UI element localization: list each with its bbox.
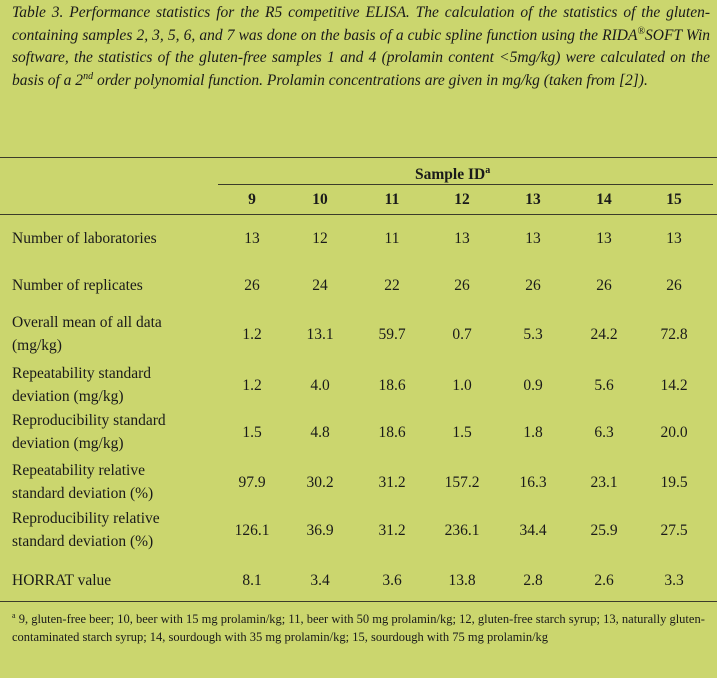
row-label: Number of laboratories <box>12 230 157 247</box>
table-cell: 26 <box>244 277 260 294</box>
table-cell: 1.5 <box>452 424 472 441</box>
table-cell: 26 <box>596 277 612 294</box>
table-caption: Table 3. Performance statistics for the R5 competitive ELISA. The calculation of the statistics of the gluten-containing samples 2, 3, 5, 6, and 7 was done on the basis of a cubic spline function using the RIDA®SOFT Win software, the statistics of the gluten-free samples 1 and 4 (prolamin content <5mg/kg) were calculated on the basis of a 2nd order polynomial function. Prolamin concentrations are given in mg/kg (taken from [2]). <box>12 4 711 89</box>
table-cell: 1.5 <box>242 424 262 441</box>
table-cell: 236.1 <box>444 522 480 539</box>
table-cell: 13 <box>596 230 612 247</box>
table-cell: 24 <box>312 277 328 294</box>
row-label: HORRAT value <box>12 572 112 589</box>
table-cell: 157.2 <box>444 474 480 491</box>
table-footnote: $^a$ 9, gluten-free beer; 10, beer with 15 mg prolamin/kg; 11, beer with 50 mg prolamin/kg; 12, gluten-free starch syrup; 13, naturally gluten-contaminated starch syrup; 14, sourdough with 35 mg prolamin/kg; 15, sourdough with 75 mg prolamin/kg <box>12 611 705 644</box>
table-cell: 2.6 <box>594 572 614 589</box>
table-cell: 18.6 <box>378 424 406 441</box>
table-cell: 5.6 <box>594 377 614 394</box>
column-header-12: 12 <box>454 191 470 208</box>
table-cell: 13 <box>525 230 541 247</box>
table-cell: 14.2 <box>660 377 688 394</box>
table-cell: 0.9 <box>523 377 543 394</box>
table-cell: 31.2 <box>378 522 406 539</box>
row-label: Reproducibility relative <box>12 510 160 527</box>
table-cell: 13.8 <box>448 572 476 589</box>
column-header-15: 15 <box>666 191 682 208</box>
table-cell: 16.3 <box>519 474 547 491</box>
row-label: Reproducibility standard <box>12 412 166 429</box>
column-header-14: 14 <box>596 191 612 208</box>
row-label-continued: standard deviation (%) <box>12 485 154 502</box>
table-cell: 22 <box>384 277 400 294</box>
table-cell: 27.5 <box>660 522 688 539</box>
table-cell: 1.2 <box>242 326 262 343</box>
table-cell: 1.8 <box>523 424 543 441</box>
column-header-underline <box>0 214 717 215</box>
table-cell: 2.8 <box>523 572 543 589</box>
table-cell: 3.6 <box>382 572 402 589</box>
table-cell: 126.1 <box>234 522 270 539</box>
table-cell: 30.2 <box>306 474 334 491</box>
table-cell: 34.4 <box>519 522 547 539</box>
table-cell: 18.6 <box>378 377 406 394</box>
table-cell: 3.4 <box>310 572 330 589</box>
table-cell: 4.0 <box>310 377 330 394</box>
table-cell: 59.7 <box>378 326 406 343</box>
column-header-10: 10 <box>312 191 328 208</box>
column-header-11: 11 <box>384 191 400 208</box>
table-cell: 26 <box>454 277 470 294</box>
row-label: Overall mean of all data <box>12 314 162 331</box>
table-cell: 20.0 <box>660 424 688 441</box>
table-cell: 26 <box>525 277 541 294</box>
table-cell: 6.3 <box>594 424 614 441</box>
table-cell: 8.1 <box>242 572 262 589</box>
table-cell: 13 <box>666 230 682 247</box>
table-cell: 26 <box>666 277 682 294</box>
table-cell: 1.2 <box>242 377 262 394</box>
column-header-9: 9 <box>248 191 256 208</box>
column-header-13: 13 <box>525 191 541 208</box>
table-cell: 12 <box>312 230 328 247</box>
row-label-continued: (mg/kg) <box>12 337 62 354</box>
table-cell: 13 <box>454 230 470 247</box>
table-cell: 72.8 <box>660 326 688 343</box>
caption-divider <box>0 157 717 158</box>
row-label-continued: standard deviation (%) <box>12 533 154 550</box>
row-label-continued: deviation (mg/kg) <box>12 435 124 452</box>
table-cell: 31.2 <box>378 474 406 491</box>
table-bottom-rule <box>0 601 717 602</box>
table-cell: 1.0 <box>452 377 472 394</box>
row-label: Number of replicates <box>12 277 143 294</box>
table-cell: 23.1 <box>590 474 618 491</box>
row-label: Repeatability relative <box>12 462 145 479</box>
table-cell: 19.5 <box>660 474 688 491</box>
table-cell: 0.7 <box>452 326 472 343</box>
table-cell: 36.9 <box>306 522 334 539</box>
row-label-continued: deviation (mg/kg) <box>12 388 124 405</box>
table-cell: 25.9 <box>590 522 618 539</box>
sample-id-header: Sample $ID^a$ <box>415 165 491 184</box>
table-cell: 3.3 <box>664 572 684 589</box>
table-cell: 5.3 <box>523 326 543 343</box>
table-cell: 13.1 <box>306 326 334 343</box>
table-cell: 97.9 <box>238 474 266 491</box>
table-cell: 24.2 <box>590 326 618 343</box>
table-cell: 4.8 <box>310 424 330 441</box>
row-label: Repeatability standard <box>12 365 152 382</box>
table-cell: 13 <box>244 230 260 247</box>
table-cell: 11 <box>384 230 400 247</box>
